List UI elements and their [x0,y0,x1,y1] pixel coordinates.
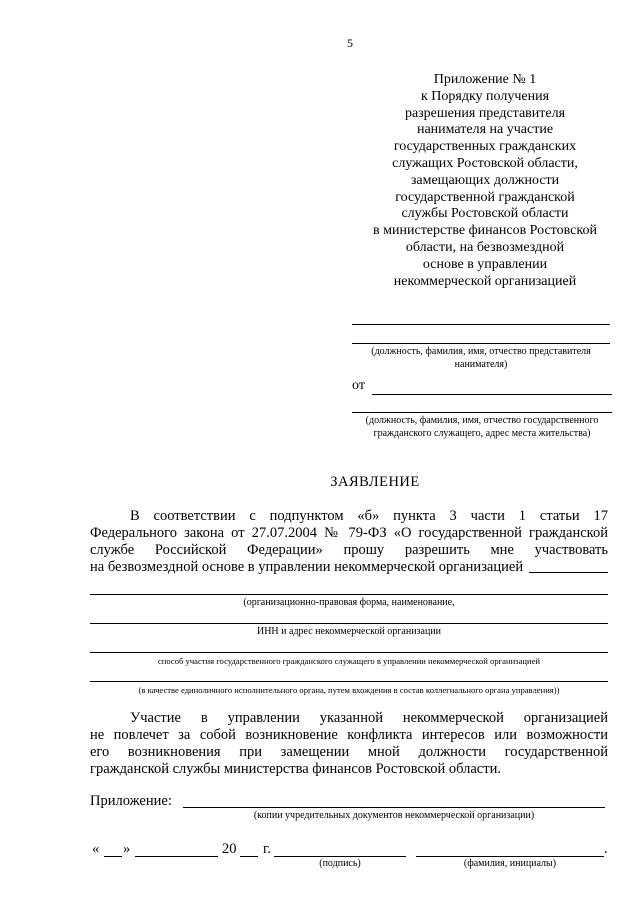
organization-inline-blank[interactable] [529,571,608,573]
appendix-line: службы Ростовской области [401,206,569,222]
method-caption: способ участия государственного гражданского служащего в управлении некоммерческой организацией [157,656,541,666]
name-line[interactable] [416,856,604,857]
method-line[interactable] [90,652,608,653]
signature-line[interactable] [274,856,406,857]
addressee-line-1[interactable] [352,324,610,325]
appendix-line: к Порядку получения [420,88,550,104]
date-year-prefix: 20 [222,841,237,857]
attachment-line[interactable] [183,807,605,808]
request-paragraph [90,508,608,576]
appendix-line: области, на безвозмездной [405,239,565,255]
org-form-caption: (организационно-правовая форма, наименование, [243,597,455,608]
sender-caption-line1: (должность, фамилия, имя, отчество государственного [365,415,599,426]
paragraph1-line3: службе Российской Федерации» прошу разрешить мне участвовать [90,542,608,558]
paragraph1-line4 [90,559,608,576]
date-year-suffix: г. [263,841,271,857]
paragraph2-line3: его возникновения при замещении мной должности государственной [90,744,608,760]
addressee-caption-line2: нанимателя) [454,358,508,370]
paragraph2-line1: Участие в управлении указанной некоммерческой организацией [130,710,608,726]
sender-prefix: от [352,378,365,393]
attachment-label: Приложение: [90,793,172,809]
conflict-paragraph [90,710,608,778]
inn-caption: ИНН и адрес некоммерческой организации [256,626,441,637]
page-number: 5 [347,36,353,50]
appendix-line: Приложение № 1 [433,72,537,87]
appendix-line: служащих Ростовской области, [392,155,578,171]
paragraph1-line2: Федерального закона от 27.07.2004 № 79-ФЗ «О государственной гражданской [90,525,608,541]
sender-line-1[interactable] [372,394,612,395]
appendix-line: разрешения представителя [404,105,566,121]
appendix-line: основе в управлении [422,256,548,272]
role-line[interactable] [90,681,608,682]
date-month-line[interactable] [135,856,218,857]
paragraph2-line2: не повлечет за собой возникновение конфликта интересов или возможности [90,727,608,743]
sender-line-2[interactable] [352,412,612,413]
paragraph2-line4: гражданской службы министерства финансов Ростовской области. [90,761,501,777]
appendix-line: некоммерческой организацией [393,273,577,289]
date-quote-close: » [123,841,131,857]
inn-line[interactable] [90,623,608,624]
date-year-line[interactable] [240,856,258,857]
appendix-line: в министерстве финансов Ростовской [373,223,597,239]
sender-caption [340,415,624,440]
sender-caption-line2: гражданского служащего, адрес места жительства) [373,427,591,439]
appendix-line: государственной гражданской [395,189,575,205]
appendix-header [360,72,610,290]
name-end-dot: . [604,841,608,857]
document-title: ЗАЯВЛЕНИЕ [330,474,420,490]
addressee-line-2[interactable] [352,343,610,344]
signature-caption: (подпись) [319,858,361,869]
name-caption: (фамилия, инициалы) [463,858,557,869]
appendix-line: государственных гражданских [393,139,577,155]
date-day-line[interactable] [104,856,122,857]
date-quote-open: « [92,841,100,857]
appendix-line: нанимателя на участие [416,122,554,138]
addressee-caption [340,346,622,371]
role-caption: (в качестве единоличного исполнительного органа, путем вхождения в состав коллегиального органа управления)) [138,685,560,695]
org-form-line[interactable] [90,594,608,595]
paragraph1-line4-text: на безвозмездной основе в управлении некоммерческой организацией [90,559,524,575]
attachment-caption: (копии учредительных документов некоммерческой организации) [253,810,535,821]
addressee-caption-line1: (должность, фамилия, имя, отчество представителя [371,346,591,357]
appendix-line: замещающих должности [410,172,560,188]
paragraph1-line1: В соответствии с подпунктом «б» пункта 3 части 1 статьи 17 [130,508,608,524]
